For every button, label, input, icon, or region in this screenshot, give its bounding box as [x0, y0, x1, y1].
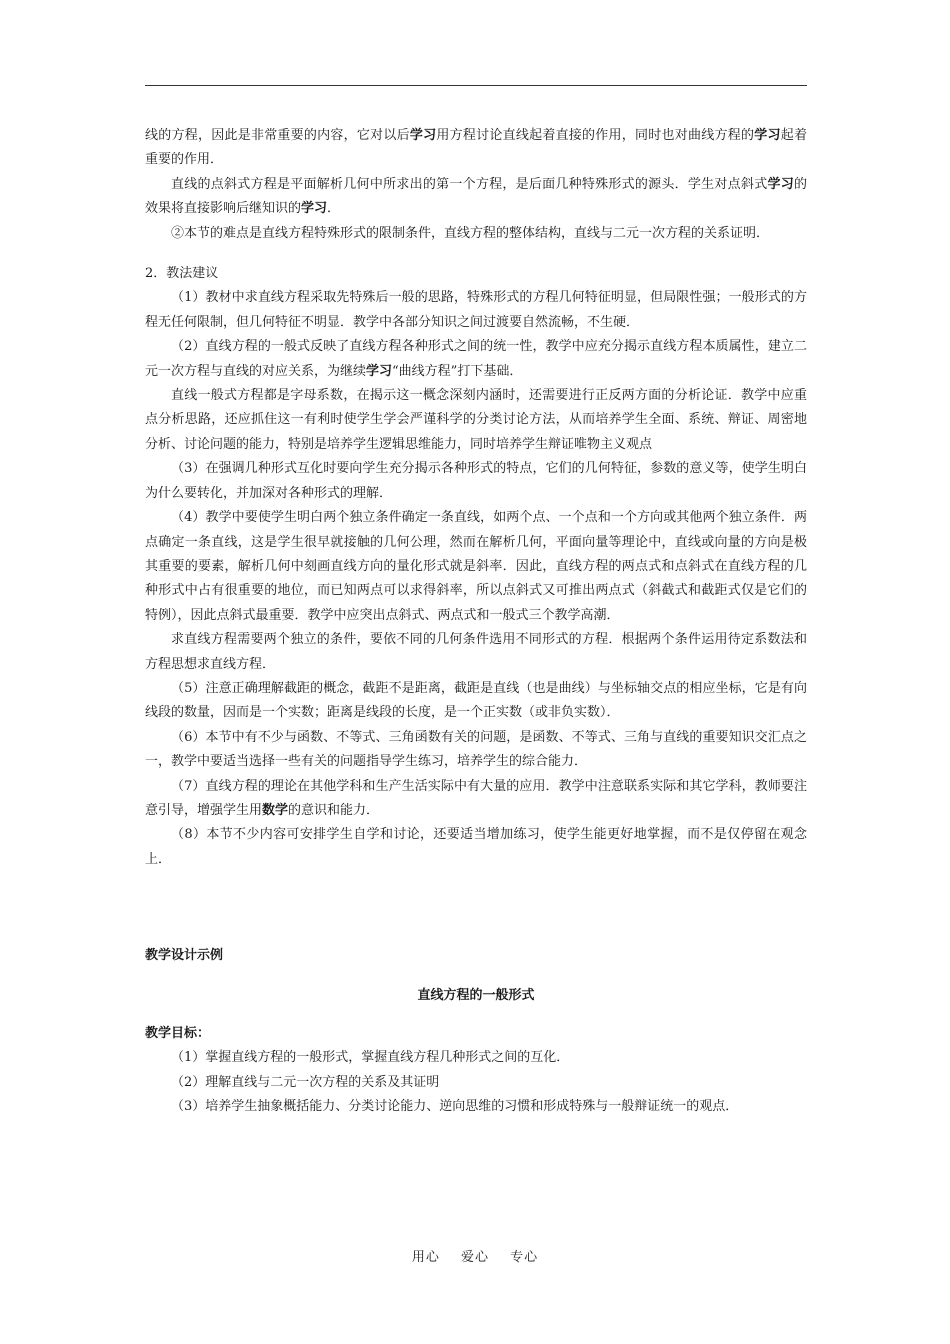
- footer-text: 爱心: [460, 1250, 489, 1265]
- section-heading: 2．教法建议: [145, 266, 219, 282]
- goal-item: （2）理解直线与二元一次方程的关系及其证明: [171, 1074, 440, 1090]
- design-heading: 教学设计示例: [145, 948, 224, 964]
- paragraph: 求直线方程需要两个独立的条件，要依不同的几何条件选用不同形式的方程．根据两个条件运用待定系数法和方程思想求直线方程．: [145, 632, 807, 672]
- page-footer: [0, 1246, 950, 1265]
- paragraph: （4）教学中要使学生明白两个独立条件确定一条直线，如两个点、一个点和一个方向或其他两个独立条件．两点确定一条直线，这是学生很早就接触的几何公理，然而在解析几何，平面向量等理论中，直线或向量的方向是极其重要的要素，解析几何中刻画直线方向的量化形式就是斜率．因此，直线方程的两点式和点斜式在直线方程的几种形式中占有很重要的地位，而已知两点可以求得斜率，所以点斜式又可推出两点式（斜截式和截距式仅是它们的特例），因此点斜式最重要．教学中应突出点斜式、两点式和一般式三个教学高潮．: [145, 510, 807, 623]
- paragraph: （6）本节中有不少与函数、不等式、三角函数有关的问题，是函数、不等式、三角与直线的重要知识交汇点之一，教学中要适当选择一些有关的问题指导学生练习，培养学生的综合能力．: [145, 729, 807, 770]
- goal-item: （1）掌握直线方程的一般形式，掌握直线方程几种形式之间的互化．: [171, 1050, 570, 1066]
- document-body: [145, 124, 807, 1120]
- goal-item: （3）培养学生抽象概括能力、分类讨论能力、逆向思维的习惯和形成特殊与一般辩证统一的观点．: [171, 1099, 739, 1115]
- goals-heading: 教学目标：: [145, 1026, 211, 1041]
- paragraph: （2）直线方程的一般式反映了直线方程各种形式之间的统一性，教学中应充分揭示直线方程本质属性，建立二元一次方程与直线的对应关系，为继续学习“曲线方程”打下基础．: [145, 339, 807, 379]
- paragraph: 直线的点斜式方程是平面解析几何中所求出的第一个方程，是后面几种特殊形式的源头．学生对点斜式学习的效果将直接影响后继知识的学习．: [145, 176, 807, 217]
- footer-text: 专心: [510, 1250, 539, 1265]
- paragraph: （3）在强调几种形式互化时要向学生充分揭示各种形式的特点，它们的几何特征，参数的意义等，使学生明白为什么要转化，并加深对各种形式的理解．: [145, 461, 807, 501]
- paragraph: 直线一般式方程都是字母系数，在揭示这一概念深刻内涵时，还需要进行正反两方面的分析论证．教学中应重点分析思路，还应抓住这一有利时使学生学会严谨科学的分类讨论方法，从而培养学生全面、系统、辩证、周密地分析、讨论问题的能力，特别是培养学生逻辑思维能力，同时培养学生辩证唯物主义观点: [145, 388, 807, 452]
- footer-text: 用心: [411, 1250, 440, 1265]
- paragraph: （8）本节不少内容可安排学生自学和讨论，还要适当增加练习，使学生能更好地掌握，而不是仅停留在观念上．: [145, 827, 807, 867]
- paragraph: 线的方程，因此是非常重要的内容，它对以后学习用方程讨论直线起着直接的作用，同时也对曲线方程的学习起着重要的作用．: [145, 128, 807, 168]
- header-rule: [145, 85, 807, 86]
- paragraph: ②本节的难点是直线方程特殊形式的限制条件，直线方程的整体结构，直线与二元一次方程的关系证明．: [171, 225, 770, 241]
- paragraph: （7）直线方程的理论在其他学科和生产生活实际中有大量的应用．教学中注意联系实际和其它学科，教师要注意引导，增强学生用数学的意识和能力．: [145, 778, 807, 818]
- paragraph: （1）教材中求直线方程采取先特殊后一般的思路，特殊形式的方程几何特征明显，但局限性强；一般形式的方程无任何限制，但几何特征不明显．教学中各部分知识之间过渡要自然流畅，不生硬．: [145, 290, 807, 330]
- lesson-title: 直线方程的一般形式: [417, 987, 535, 1003]
- paragraph: （5）注意正确理解截距的概念，截距不是距离，截距是直线（也是曲线）与坐标轴交点的相应坐标，它是有向线段的数量，因而是一个实数；距离是线段的长度，是一个正实数（或非负实数）．: [145, 680, 807, 721]
